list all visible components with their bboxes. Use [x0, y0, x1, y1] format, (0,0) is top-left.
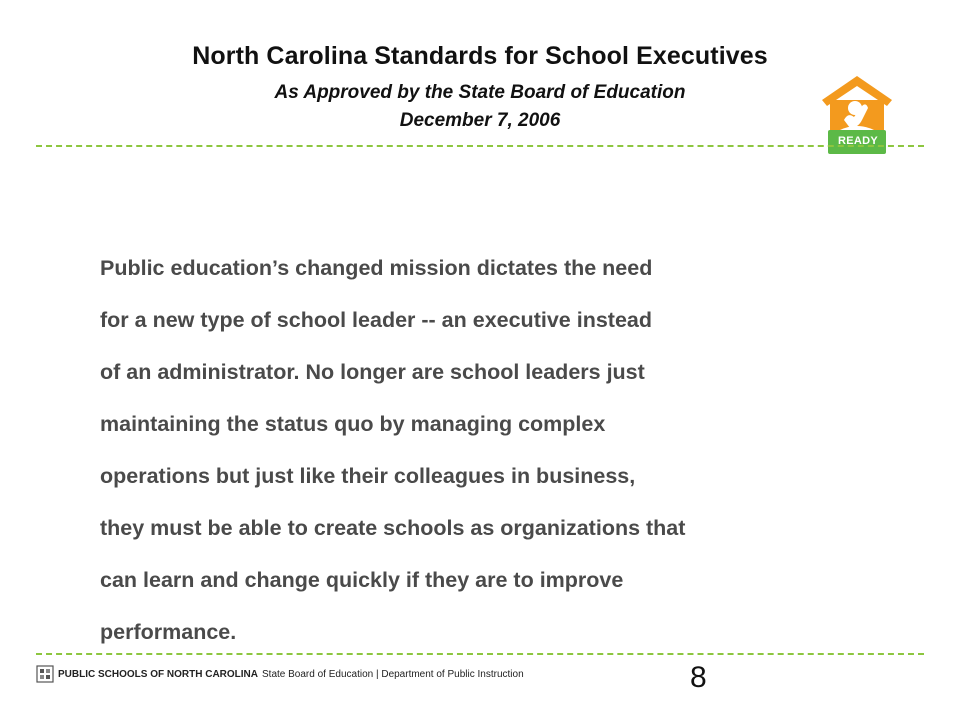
body-line: can learn and change quickly if they are to improve — [100, 568, 624, 592]
footer-org: PUBLIC SCHOOLS OF NORTH CAROLINA — [58, 668, 258, 680]
body-line: of an administrator. No longer are school leaders just — [100, 360, 645, 384]
page-title: North Carolina Standards for School Executives — [192, 42, 768, 70]
state-seal-icon — [36, 665, 54, 683]
body-line: maintaining the status quo by managing complex — [100, 412, 606, 436]
page-number: 8 — [690, 661, 707, 694]
body-line: performance. — [100, 620, 237, 644]
page-subtitle: As Approved by the State Board of Education — [274, 82, 686, 103]
footer-divider — [36, 653, 924, 655]
footer — [36, 664, 524, 684]
footer-divisions: State Board of Education | Department of Public Instruction — [262, 668, 524, 680]
body-line: operations but just like their colleagues in business, — [100, 464, 636, 488]
body-line: for a new type of school leader -- an executive instead — [100, 308, 652, 332]
body-line: Public education’s changed mission dictates the need — [100, 256, 653, 280]
ready-label: READY — [837, 135, 878, 147]
body-line: they must be able to create schools as organizations that — [100, 516, 686, 540]
body-paragraph — [100, 253, 860, 669]
header-divider — [36, 145, 924, 147]
approval-date: December 7, 2006 — [399, 110, 561, 131]
